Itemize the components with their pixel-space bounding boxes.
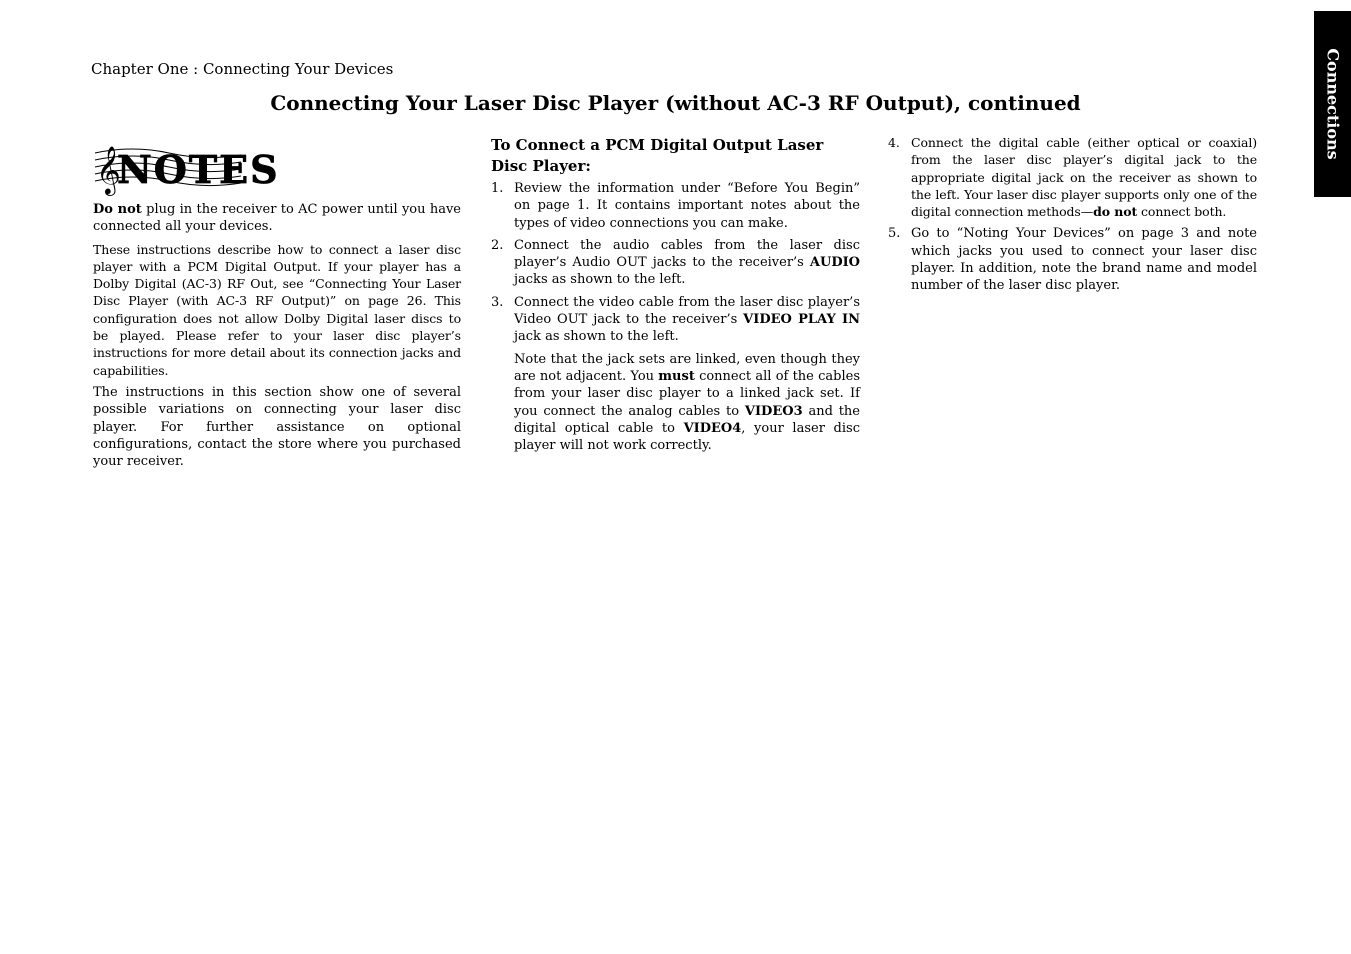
step-number: 2. [491,237,504,253]
notes-logo-text: NOTES [117,147,280,192]
page-title: Connecting Your Laser Disc Player (without AC-3 RF Output), continued [270,91,1081,115]
step-3: 3. Connect the video cable from the laser disc player’s Video OUT jack to the receiver’s VIDEO PLAY IN jack as shown to the left. Note that the jack sets are linked, even though they are not adjacent. You must connect all of the cables from your laser disc player to a linked jack set. If you connect the analog cables to VIDEO3 and the digital optical cable to VIDEO4, your laser disc player will not work correctly. [491,294,860,454]
step-3-note: Note that the jack sets are linked, even though they are not adjacent. You must connect all of the cables from your laser disc player to a linked jack set. If you connect the analog cables to VIDEO3 and the digital optical cable to VIDEO4, your laser disc player will not work correctly. [514,351,860,454]
step-text: Review the information under “Before You Begin” on page 1. It contains important notes about the types of video connections you can make. [514,181,860,231]
section-tab-label: Connections [1323,48,1342,160]
section-tab [1314,11,1351,197]
chapter-header: Chapter One : Connecting Your Devices [91,60,394,78]
notes-warning: Do not plug in the receiver to AC power until you have connected all your devices. [93,202,461,235]
step-2: 2. Connect the audio cables from the laser disc player’s Audio OUT jacks to the receiver’s AUDIO jacks as shown to the left. [491,237,860,288]
step-5 [888,225,1257,294]
notes-column [93,135,461,475]
step-4: 4. Connect the digital cable (either optical or coaxial) from the laser disc player’s digital jack to the appropriate digital jack on the receiver as shown to the left. Your laser disc player supports only one of the digital connection methods—do not connect both. [888,135,1257,220]
procedure-column-continued [888,134,1257,300]
step-number: 1. [491,181,504,196]
treble-clef-icon: 𝄞 [96,145,121,194]
step-number: 3. [491,294,504,310]
step-1 [491,180,860,232]
notes-description: These instructions describe how to connect a laser disc player with a PCM Digital Output. If your player has a Dolby Digital (AC-3) RF Out, see “Connecting Your Laser Disc Player (with AC-3 RF Output)” on page 26. This configuration does not allow Dolby Digital laser discs to be played. Please refer to your laser disc player’s instructions for more detail about its connection jacks and capabilities. [93,241,461,378]
step-number: 4. [888,135,900,150]
step-text: Go to “Noting Your Devices” on page 3 and note which jacks you used to connect your laser disc player. In addition, note the brand name and model number of the laser disc player. [911,226,1257,294]
step-number: 5. [888,226,901,242]
notes-variations: The instructions in this section show one of several possible variations on connecting your laser disc player. For further assistance on optional configurations, contact the store where you purchased your receiver. [93,384,461,470]
video-play-in-label: VIDEO PLAY IN [743,312,860,328]
audio-jack-label: AUDIO [809,255,860,271]
procedure-heading: To Connect a PCM Digital Output Laser Disc Player: [491,136,824,175]
notes-logo [93,139,280,195]
procedure-column [491,135,860,459]
